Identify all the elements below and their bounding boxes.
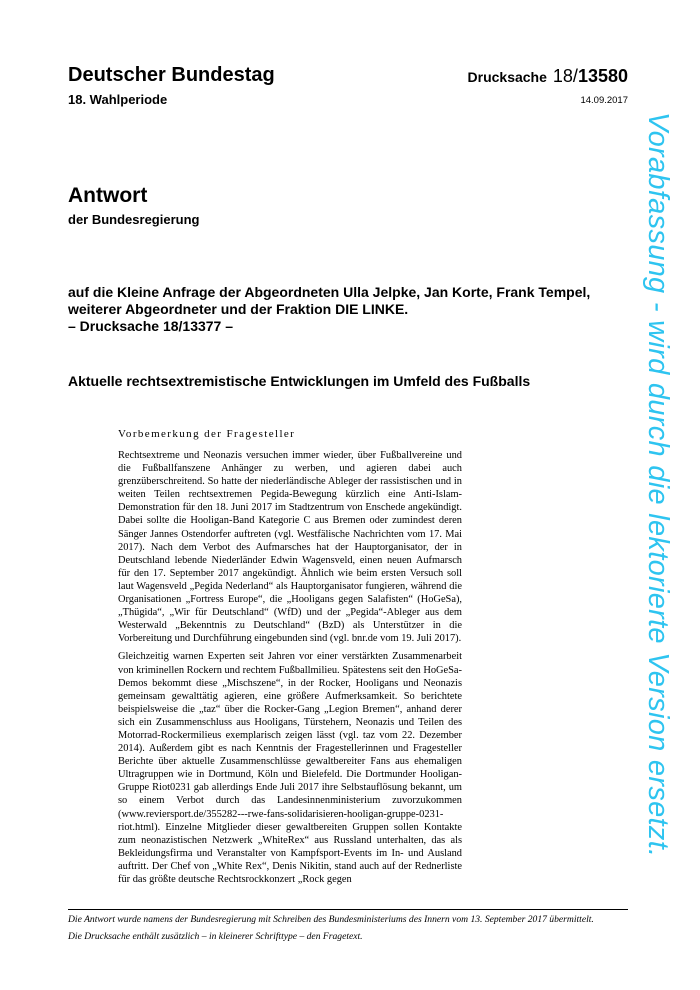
paragraph-2: Gleichzeitig warnen Experten seit Jahren vor einer verstärkten Zusammenarbeit von kriminellen Rockern und rechtem Fußballmilieu. Spätestens seit den HoGeSa-Demos bekommt diese „Mischszene“, in der Rocker, Hooligans und Neonazis gemeinsam gewalttätig agieren, eine größere Aufmerksamkeit. So berichtete beispielsweise die „taz“ über die Rocker-Gang „Legion Bremen“, anhand derer sich ein Zusammenschluss aus Hooligans, Türstehern, Neonazis und Teilen des Motorrad-Rockermilieus exemplarisch zeigen lässt (vgl. taz vom 22. Dezember 2014). Außerdem gibt es nach Kenntnis der Fragestellerinnen und Fragesteller Berichte über aktuelle Zusammenschlüsse gewaltbereiter Fans aus ehemaligen Ultragruppen wie in Dortmund, Köln und Bielefeld. Die Dortmunder Hooligan-Gruppe Riot0231 gab allerdings Ende Juli 2017 ihre Selbstauflösung bekannt, um so einem Verbot durch das Landesinnenministerium zuvorzukommen (www.reviersport.de/355282---rwe-fans-solidarisieren-hooligan-gruppe-0231-riot.html). Einzelne Mitglieder dieser gewaltbereiten Gruppen sollen Kontakte zum neonazistischen Netzwerk „WhiteRex“ aus Russland unterhalten, das als Bekleidungsfirma und Veranstalter von Kampfsport-Events im In- und Ausland auftritt. Der Chef von „White Rex“, Denis Nikitin, stand auch auf der Rednerliste für das größte deutsche Rechtsrockkonzert „Rock gegen bbox=[118, 651, 462, 885]
inquiry-reference bbox=[68, 284, 628, 335]
draft-watermark: Vorabfassung - wird durch die lektorierte Version ersetzt. bbox=[642, 112, 674, 858]
footer-divider bbox=[68, 909, 628, 910]
answer-subtitle: der Bundesregierung bbox=[68, 212, 200, 227]
footer-note-question-text: Die Drucksache enthält zusätzlich – in kleinerer Schrifttype – den Fragetext. bbox=[68, 930, 363, 942]
preliminary-remarks bbox=[118, 428, 462, 891]
inquiry-line-3: – Drucksache 18/13377 – bbox=[68, 318, 234, 334]
document-label: Drucksache bbox=[467, 69, 547, 85]
footer-note-transmission: Die Antwort wurde namens der Bundesregierung mit Schreiben des Bundesministeriums des Innern vom 13. September 2017 übermittelt. bbox=[68, 914, 594, 925]
document-date: 14.09.2017 bbox=[580, 95, 628, 106]
document-number bbox=[468, 66, 628, 87]
subject-heading: Aktuelle rechtsextremistische Entwicklungen im Umfeld des Fußballs bbox=[68, 373, 531, 389]
bundestag-title: Deutscher Bundestag bbox=[68, 64, 275, 86]
inquiry-line-2: weiterer Abgeordneter und der Fraktion DIE LINKE. bbox=[68, 301, 409, 317]
document-number-prefix: 18/ bbox=[552, 66, 578, 86]
paragraph-1: Rechtsextreme und Neonazis versuchen immer wieder, über Fußballvereine und die Fußballfanszene Anhänger zu werben, und agieren dabei auch grenzüberschreitend. So hatte der niederländische Ableger der rassistischen und in weiten Teilen rechtsextremen Pegida-Bewegung kürzlich eine Anti-Islam-Demonstration für den 18. Juni 2017 im Stadtzentrum von Enschede angekündigt. Dabei sollte die Hooligan-Band Kategorie C aus Bremen oder zumindest deren Sänger Jannes Ostendorfer auftreten (vgl. Westfälische Nachrichten vom 17. Mai 2017). Nach dem Verbot des Aufmarsches hat der Hauptorganisator, der in Deutschland lebende Niederländer Edwin Wagensveld, einen neuen Aufmarsch für den 17. September 2017 angekündigt. Ähnlich wie beim ersten Versuch soll laut Wagensveld „Pegida Nederland“ als Hauptorganisator fungieren, während die Organisationen „Fortress Europe“, die „Hooligans gegen Salafisten“ (HoGeSa), „Thügida“, „Wir für Deutschland“ (WfD) und der „Pegida“-Ableger aus dem Westerwald „Bekenntnis zu Deutschland“ (BzD) als Unterstützer in die Vorbereitung und Durchführung eingebunden sind (vgl. bnr.de vom 19. Juli 2017). bbox=[118, 450, 462, 645]
footer-notes bbox=[68, 914, 628, 947]
document-number-main: 13580 bbox=[577, 66, 628, 86]
answer-title: Antwort bbox=[68, 184, 148, 207]
inquiry-line-1: auf die Kleine Anfrage der Abgeordneten Ulla Jelpke, Jan Korte, Frank Tempel, bbox=[68, 284, 591, 300]
legislative-period: 18. Wahlperiode bbox=[68, 92, 168, 107]
preliminary-heading: Vorbemerkung der Fragesteller bbox=[118, 428, 296, 440]
